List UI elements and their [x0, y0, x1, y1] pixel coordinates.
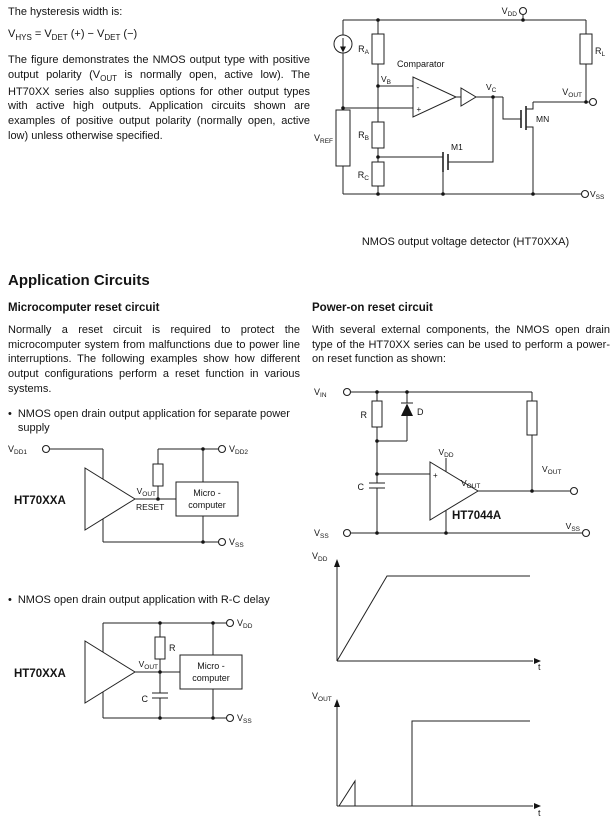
formula-sub: DET	[51, 33, 68, 43]
junction-dot	[375, 390, 379, 394]
bullet-text: NMOS open drain output application for separate power supply	[17, 408, 290, 435]
reset-circuit-rc-delay	[8, 613, 258, 728]
junction-dot	[158, 621, 162, 625]
microcomputer-reset-section	[8, 302, 300, 728]
mosfet-mn	[521, 102, 549, 194]
microcomputer-box	[180, 623, 242, 718]
terminal-circle	[227, 620, 234, 627]
plus-input-sign: +	[416, 105, 422, 114]
r-label: R	[169, 643, 176, 654]
junction-dot	[375, 439, 379, 443]
vss-terminal	[103, 692, 252, 725]
resistor-rl	[580, 20, 606, 102]
rc-label: $R_C$	[357, 170, 369, 182]
vss-terminal	[103, 519, 244, 549]
micro-box-line1: Micro -	[193, 487, 221, 498]
vdd1-label: $V_{DD1}$	[8, 443, 28, 456]
junction-dot	[158, 670, 162, 674]
d-label: D	[417, 406, 424, 417]
terminal-circle	[590, 99, 597, 106]
terminal-circle	[227, 715, 234, 722]
mn-label: MN	[536, 114, 550, 124]
junction-dot	[341, 106, 345, 110]
inverter	[456, 82, 503, 106]
resistor-box	[153, 464, 163, 486]
formula-sub: HYS	[15, 33, 32, 43]
paragraph-text: The figure demonstrates the NMOS output type with positive output polarity (V	[8, 54, 310, 81]
vout-pin-label: $V_{OUT}$	[461, 477, 481, 490]
vout-label: $V_{OUT}$	[136, 485, 156, 498]
vss-label: $V_{SS}$	[229, 536, 244, 549]
figure-caption: NMOS output voltage detector (HT70XXA)	[361, 236, 570, 248]
reset-label: RESET	[136, 501, 165, 512]
terminal-circle	[583, 529, 590, 536]
power-reset-title: Power-on reset circuit	[312, 302, 433, 314]
wire	[448, 97, 493, 162]
terminal-circle	[520, 8, 527, 15]
resistor-ra	[372, 34, 384, 64]
vss-label: $V_{SS}$	[237, 713, 252, 726]
junction-dot	[441, 192, 445, 196]
formula-part: V	[8, 28, 16, 40]
vout-label: $V_{OUT}$	[542, 463, 562, 476]
formula-part: = V	[31, 28, 52, 40]
intro-paragraph	[8, 53, 310, 143]
resistor-rb	[372, 122, 384, 148]
junction-dot	[491, 95, 495, 99]
vdd-pin-label: $V_{DD}$	[438, 446, 454, 459]
junction-dot	[521, 18, 525, 22]
junction-dot	[444, 531, 448, 535]
t-axis-label: t	[538, 661, 541, 672]
junction-dot	[375, 531, 379, 535]
wire	[526, 127, 533, 194]
vss-label: $V_{SS}$	[590, 189, 605, 201]
vref-box	[336, 110, 350, 166]
reset-circuit-separate-supply	[8, 442, 258, 557]
formula-part: (−)	[120, 28, 138, 40]
resistor-rc	[372, 162, 384, 186]
diode-triangle	[401, 403, 413, 416]
vout-axis-label: $V_{OUT}$	[312, 690, 332, 703]
vdd-label: $V_{DD}$	[501, 6, 517, 18]
terminal-circle	[582, 191, 589, 198]
junction-dot	[530, 489, 534, 493]
junction-dot	[201, 447, 205, 451]
hysteresis-intro-line: The hysteresis width is:	[8, 6, 123, 18]
resistor-chain	[358, 20, 384, 194]
resistor-box	[155, 637, 165, 659]
junction-dot	[584, 100, 588, 104]
wire	[103, 692, 226, 718]
y-axis-arrow	[334, 699, 340, 707]
c-label: C	[141, 694, 148, 705]
junction-dot	[375, 472, 379, 476]
power-on-reset-section	[312, 302, 610, 821]
vout-terminal	[478, 464, 578, 495]
wire	[503, 97, 521, 119]
detector-amp	[430, 447, 501, 533]
bullet-marker: •	[8, 593, 12, 606]
vin-terminal	[314, 387, 532, 399]
wire	[369, 441, 385, 533]
terminal-circle	[219, 538, 226, 545]
junction-dot	[376, 84, 380, 88]
vin-label: $V_{IN}$	[314, 386, 327, 399]
vref-label: $V_{REF}$	[313, 133, 333, 145]
vdd2-terminal	[219, 444, 249, 456]
formula-part: (+) − V	[67, 28, 105, 40]
bullet-item	[8, 593, 300, 607]
vout-waveform-plot	[312, 686, 552, 821]
vdd-label: $V_{DD}$	[237, 618, 253, 631]
vdd-terminal	[502, 6, 527, 20]
c-label: C	[357, 481, 364, 492]
detector-figure	[293, 2, 610, 248]
junction-dot	[211, 621, 215, 625]
inverter-triangle	[461, 88, 476, 106]
junction-dot	[156, 497, 160, 501]
intro-text-block	[8, 6, 310, 154]
hysteresis-formula	[8, 28, 310, 42]
rl-label: $R_L$	[595, 46, 606, 58]
detector-circuit-diagram	[293, 2, 608, 202]
junction-dot	[376, 18, 380, 22]
junction-dot	[376, 155, 380, 159]
minus-input-sign: -	[416, 83, 420, 92]
vdd-axis-label: $V_{DD}$	[312, 550, 328, 563]
micro-box-line1: Micro -	[197, 661, 225, 672]
terminal-circle	[344, 529, 351, 536]
resistor-box	[580, 34, 592, 64]
detector-triangle	[85, 468, 135, 530]
chip-label: HT70XXA	[14, 494, 66, 507]
vout-step-curve	[412, 721, 530, 806]
delay-capacitor	[142, 672, 169, 718]
bullet-text: NMOS open drain output application with R-C delay	[17, 593, 270, 606]
junction-dot	[531, 192, 535, 196]
terminal-circle	[344, 388, 351, 395]
vb-label: $V_B$	[381, 74, 392, 86]
timing-capacitor	[358, 441, 386, 533]
vdd-terminal	[103, 618, 253, 652]
vdd-curve	[337, 576, 530, 661]
application-circuits-heading: Application Circuits	[8, 272, 150, 289]
bullet-item	[8, 407, 300, 436]
junction-dot	[376, 192, 380, 196]
chip-label: HT70XXA	[14, 668, 66, 681]
wire	[152, 672, 168, 718]
m1-label: M1	[451, 142, 463, 152]
comparator-label: Comparator	[397, 59, 445, 69]
terminal-circle	[571, 487, 578, 494]
micro-reset-paragraph: Normally a reset circuit is required to protect the microcomputer system from malfunctions due to power line interruptions. The following examples show how different output configurations perform a reset function in various systems.	[8, 324, 300, 395]
bullet-marker: •	[8, 408, 12, 421]
formula-sub: DET	[104, 33, 121, 43]
resistor-box	[372, 401, 382, 427]
detector-triangle	[85, 641, 135, 703]
micro-box-line2: computer	[192, 673, 230, 684]
vss-left-label: $V_{SS}$	[314, 527, 329, 540]
pullup-resistor	[527, 392, 537, 491]
micro-reset-title: Microcomputer reset circuit	[8, 302, 160, 314]
junction-dot	[201, 540, 205, 544]
t-axis-label: t	[538, 807, 541, 818]
startup-glitch-curve	[339, 781, 355, 806]
microcomputer-box	[176, 449, 238, 542]
terminal-circle	[219, 445, 226, 452]
paragraph-sub: OUT	[100, 74, 118, 83]
vss-right-label: $V_{SS}$	[565, 520, 580, 533]
vdd2-label: $V_{DD2}$	[229, 443, 249, 456]
chip-label: HT7044A	[452, 509, 502, 522]
resistor-box	[527, 401, 537, 435]
vc-label: $V_C$	[486, 82, 497, 94]
discharge-diode	[401, 392, 424, 441]
series-resistor	[361, 392, 383, 441]
vout-label: $V_{OUT}$	[562, 87, 582, 99]
wire	[103, 519, 218, 542]
y-axis-arrow	[334, 559, 340, 567]
vss-rail	[314, 521, 590, 540]
mosfet-m1	[378, 142, 463, 194]
vdd-waveform-plot	[312, 546, 552, 676]
ra-label: $R_A$	[358, 44, 369, 56]
junction-dot	[158, 716, 162, 720]
power-on-reset-circuit	[312, 384, 607, 544]
junction-dot	[405, 390, 409, 394]
delay-resistor	[155, 623, 176, 672]
vss-terminal	[582, 189, 606, 201]
micro-box-line2: computer	[188, 499, 226, 510]
terminal-circle	[43, 445, 50, 452]
rb-label: $R_B$	[358, 130, 369, 142]
r-label: R	[360, 409, 367, 420]
plus-input-sign: +	[433, 470, 438, 480]
paragraph-text: is normally open, active low). The HT70XX series also supplies options for other output types with active high outputs. Application circuits shown are examples of positive output polarity (normally open, active low) unless otherwise specified.	[8, 68, 311, 142]
power-reset-paragraph: With several external components, the NMOS open drain type of the HT70XX series can be used to perform a power-on reset function as shown:	[312, 324, 610, 366]
junction-dot	[211, 716, 215, 720]
vref-source	[314, 53, 350, 194]
current-source	[334, 20, 352, 53]
wire	[401, 392, 413, 441]
vout-label: $V_{OUT}$	[138, 659, 158, 672]
wire	[526, 102, 533, 109]
